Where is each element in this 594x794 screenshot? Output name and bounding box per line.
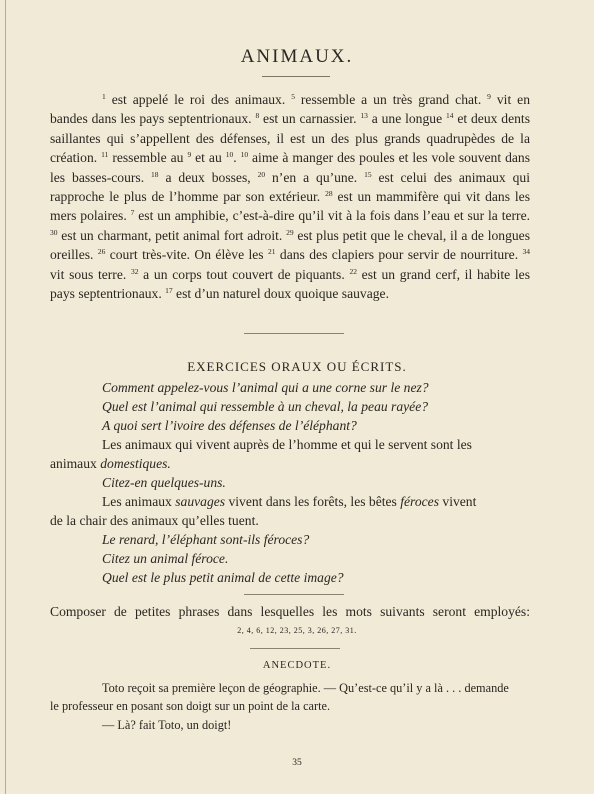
exercise-line	[50, 454, 171, 473]
reference-number: 1	[102, 92, 106, 101]
reference-number: 20	[257, 169, 266, 179]
reference-number: 17	[165, 286, 173, 296]
intro-text: vit en bandes dans les pays septentrionaux.	[50, 92, 530, 127]
reference-number: 22	[349, 266, 357, 276]
intro-text: dans des clapiers pour servir de nourriture.	[275, 247, 523, 263]
exercise-line: Quel est l’animal qui ressemble à un cheval, la peau rayée?	[102, 399, 429, 414]
exercise-italic: domestiques.	[100, 456, 171, 471]
reference-number: 21	[268, 247, 276, 257]
anecdote-line: Toto reçoit sa première leçon de géographie. — Qu’est-ce qu’il y a là . . . demande	[102, 681, 509, 695]
page-number: 35	[292, 758, 302, 768]
divider-rule	[250, 648, 340, 649]
exercise-line: A quoi sert l’ivoire des défenses de l’éléphant?	[102, 418, 357, 433]
reference-number: 13	[360, 111, 368, 121]
anecdote-line: le professeur en posant son doigt sur un point de la carte.	[50, 699, 331, 714]
intro-text: a deux bosses,	[158, 169, 258, 185]
reference-number: 28	[325, 189, 333, 199]
compose-instruction: Composer de petites phrases dans lesquelles les mots suivants seront employés:	[50, 604, 530, 619]
reference-number: 34	[522, 247, 531, 257]
reference-number: 32	[130, 266, 139, 276]
intro-text: vit sous terre.	[50, 266, 131, 282]
reference-number: 9	[187, 150, 192, 160]
anecdote-text	[50, 679, 530, 734]
intro-text: .	[233, 150, 241, 166]
intro-text: n’en a qu’une.	[265, 169, 365, 185]
exercise-line: Le renard, l’éléphant sont-ils féroces?	[102, 532, 310, 547]
reference-number: 10	[225, 150, 234, 160]
exercise-line: Citez-en quelques-uns.	[102, 475, 226, 490]
anecdote-heading: ANECDOTE.	[262, 660, 332, 671]
exercise-italic: féroces	[400, 494, 439, 509]
exercise-text: vivent	[439, 494, 477, 509]
exercise-line: de la chair des animaux qu’elles tuent.	[50, 513, 259, 528]
reference-number: 14	[445, 111, 454, 121]
intro-text: ressemble a un très grand chat.	[294, 92, 488, 107]
intro-text: est d’un naturel doux quoique sauvage.	[172, 286, 389, 302]
reference-number: 15	[364, 169, 372, 179]
compose-numbers: 2, 4, 6, 12, 23, 25, 3, 26, 27, 31.	[237, 626, 357, 635]
intro-text: a un corps tout couvert de piquants.	[138, 266, 350, 282]
intro-text: court très-vite. On élève les	[105, 247, 269, 263]
intro-text: est un mammifère qui vit dans les mers polaires.	[50, 189, 530, 224]
exercise-line: Les animaux qui vivent auprès de l’homme et qui le servent sont les	[102, 437, 472, 452]
exercises-heading: EXERCICES ORAUX OU ÉCRITS.	[187, 359, 407, 374]
divider-rule	[244, 333, 344, 334]
intro-text: et au	[191, 150, 226, 166]
anecdote-line: — Là? fait Toto, un doigt!	[102, 717, 232, 732]
exercise-text: animaux	[50, 456, 101, 471]
intro-text: et deux dents saillantes qui s’appellent des défenses, il est un des plus grands quadrupèdes de la création.	[50, 111, 530, 166]
intro-text: ressemble au	[108, 150, 188, 166]
reference-number: 10	[240, 150, 249, 160]
exercise-line: Quel est le plus petit animal de cette image?	[102, 570, 344, 585]
reference-number: 5	[291, 92, 295, 101]
reference-number: 9	[487, 92, 491, 101]
intro-text: est appelé le roi des animaux.	[105, 92, 292, 107]
divider-rule	[244, 594, 344, 595]
exercise-line: Citez un animal féroce.	[102, 551, 229, 566]
intro-paragraph	[50, 90, 530, 303]
exercise-line	[102, 492, 476, 511]
intro-text: a une longue	[367, 111, 446, 127]
intro-text: aime à manger des poules et les vole souvent dans les basses-cours.	[50, 150, 530, 185]
exercise-line: Comment appelez-vous l’animal qui a une corne sur le nez?	[102, 380, 429, 395]
reference-number: 26	[97, 247, 106, 257]
exercise-italic: sauvages	[175, 494, 226, 509]
page-title: ANIMAUX.	[240, 46, 354, 67]
reference-number: 11	[101, 150, 109, 160]
reference-number: 8	[255, 111, 260, 121]
reference-number: 7	[130, 208, 135, 218]
intro-text: est un amphibie, c’est-à-dire qu’il vit à la fois dans l’eau et sur la terre.	[134, 208, 530, 224]
intro-text: est un grand cerf, il habite les pays septentrionaux.	[50, 266, 530, 302]
exercise-text: Les animaux	[102, 494, 176, 509]
intro-text: est un carnassier.	[259, 111, 361, 127]
reference-number: 30	[50, 227, 58, 237]
intro-text: est plus petit que le cheval, il a de longues oreilles.	[50, 227, 530, 263]
reference-number: 29	[286, 227, 294, 237]
title-underline	[262, 76, 330, 77]
reference-number: 18	[151, 169, 159, 179]
intro-text: est un charmant, petit animal fort adroit.	[57, 227, 287, 243]
intro-text: est celui des animaux qui rapproche le plus de l’homme par son extérieur.	[50, 169, 530, 205]
exercise-text: vivent dans les forêts, les bêtes	[225, 494, 401, 509]
